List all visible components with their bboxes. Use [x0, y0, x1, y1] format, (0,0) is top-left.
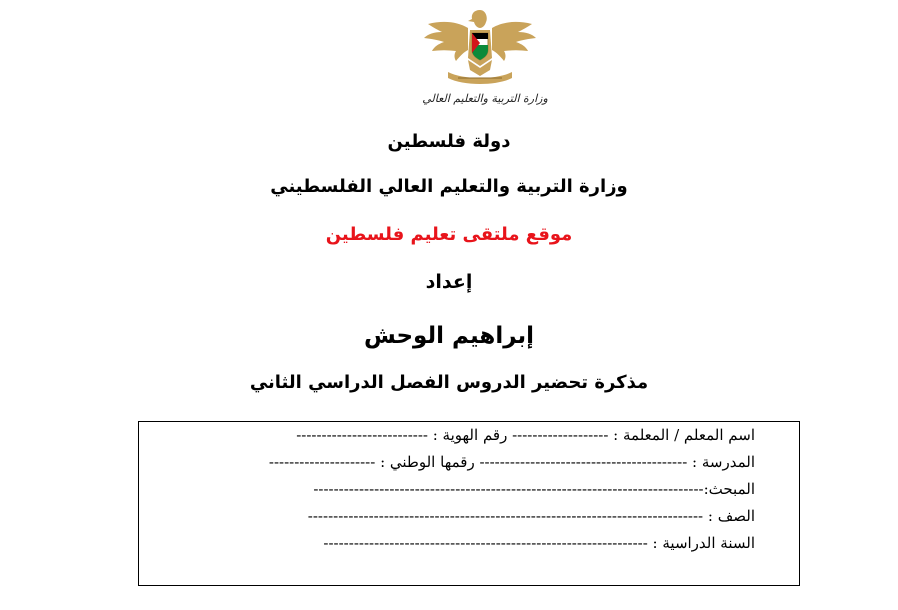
emblem-caption: وزارة التربية والتعليم العالي [422, 92, 548, 105]
prepared-by-label: إعداد [425, 271, 473, 293]
author-name: إبراهيم الوحش [363, 323, 535, 349]
school-line[interactable]: المدرسة : ----------------------------------------- رقمها الوطني : --------------------- [268, 453, 755, 471]
site-heading: موقع ملتقى تعليم فلسطين [325, 224, 573, 245]
ministry-heading: وزارة التربية والتعليم العالي الفلسطيني [270, 176, 628, 197]
note-title: مذكرة تحضير الدروس الفصل الدراسي الثاني [249, 372, 649, 393]
subject-line[interactable]: المبحث:----------------------------------------------------------------------------- [313, 480, 755, 498]
teacher-name-line[interactable]: اسم المعلم / المعلمة : ------------------- رقم الهوية : -------------------------- [296, 426, 755, 444]
palestine-eagle-emblem-icon [418, 6, 542, 90]
state-heading: دولة فلسطين [387, 131, 511, 152]
grade-line[interactable]: الصف : ------------------------------------------------------------------------------ [307, 507, 755, 525]
school-year-line[interactable]: السنة الدراسية : ---------------------------------------------------------------- [323, 534, 755, 552]
teacher-info-box [138, 421, 800, 586]
